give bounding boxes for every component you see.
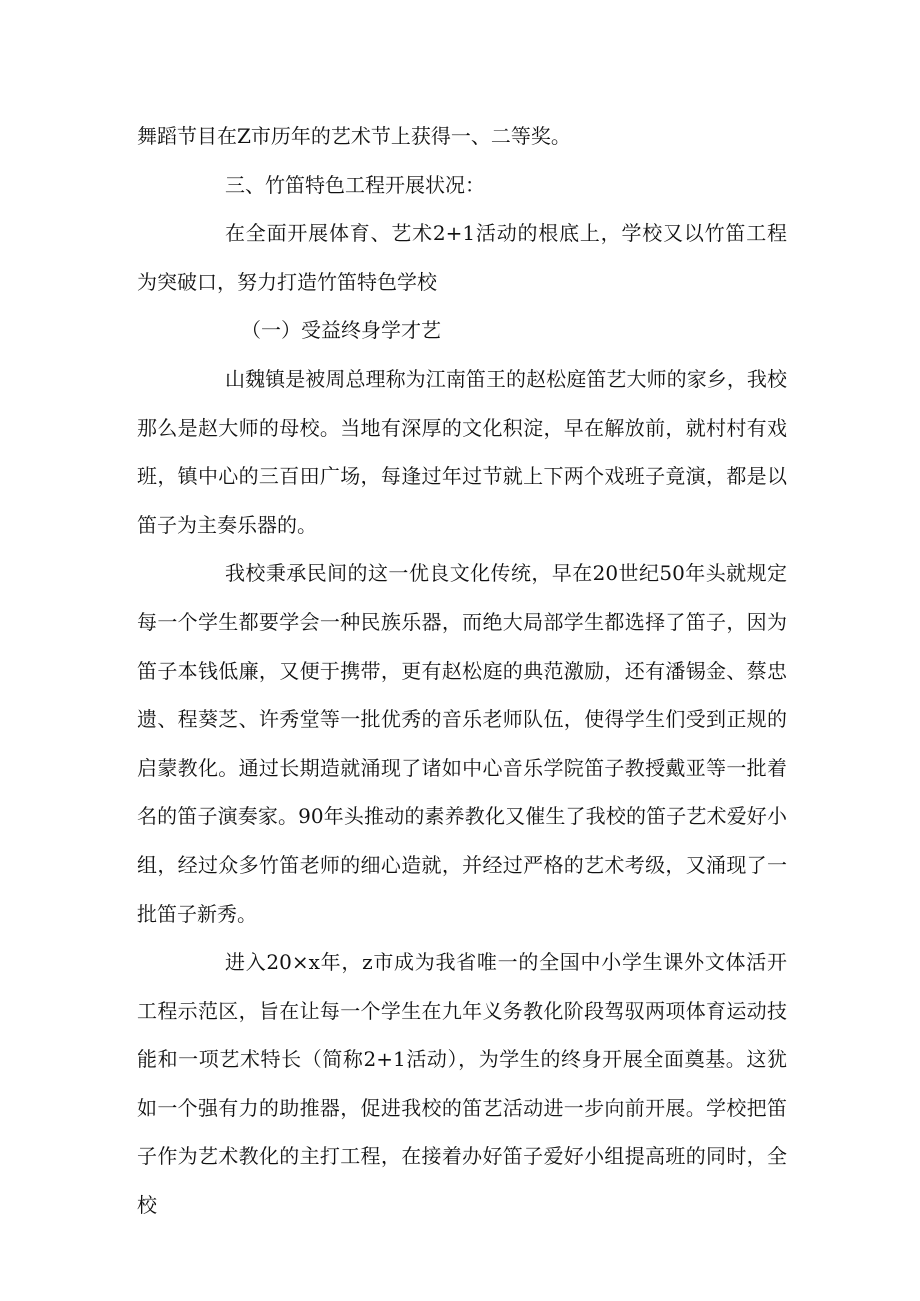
paragraph-continuation: 舞蹈节目在Z市历年的艺术节上获得一、二等奖。 [137,124,571,148]
paragraph: 进入20×x年，z市成为我省唯一的全国中小学生课外文体活开工程示范区，旨在让每一个学生在九年义务教化阶段驾驭两项体育运动技能和一项艺术特长（简称2+1活动），为学生的终身开展全面奠基。这犹如一个强有力的助推器，促进我校的笛艺活动进一步向前开展。学校把笛子作为艺术教化的主打工程，在接着办好笛子爱好小组提高班的同时，全校 [137,950,787,1218]
paragraph: 我校秉承民间的这一优良文化传统，早在20世纪50年头就规定每一个学生都要学会一种民族乐器，而绝大局部学生都选择了笛子，因为笛子本钱低廉，又便于携带，更有赵松庭的典范激励，还有潘锡金、蔡忠遗、程葵芝、许秀堂等一批优秀的音乐老师队伍，使得学生们受到正规的启蒙教化。通过长期造就涌现了诸如中心音乐学院笛子教授戴亚等一批着名的笛子演奏家。90年头推动的素养教化又催生了我校的笛子艺术爱好小组，经过众多竹笛老师的细心造就，并经过严格的艺术考级，又涌现了一批笛子新秀。 [137,561,787,926]
paragraph: 在全面开展体育、艺术2+1活动的根底上，学校又以竹笛工程为突破口，努力打造竹笛特色学校 [137,221,787,294]
section-heading: 三、竹笛特色工程开展状况： [225,172,485,197]
paragraph: 山魏镇是被周总理称为江南笛王的赵松庭笛艺大师的家乡，我校那么是赵大师的母校。当地有深厚的文化积淀，早在解放前，就村村有戏班，镇中心的三百田广场，每逢过年过节就上下两个戏班子竟演，都是以笛子为主奏乐器的。 [137,366,787,537]
subsection-heading: （一）受益终身学才艺 [241,318,441,343]
document-body [137,112,787,1230]
